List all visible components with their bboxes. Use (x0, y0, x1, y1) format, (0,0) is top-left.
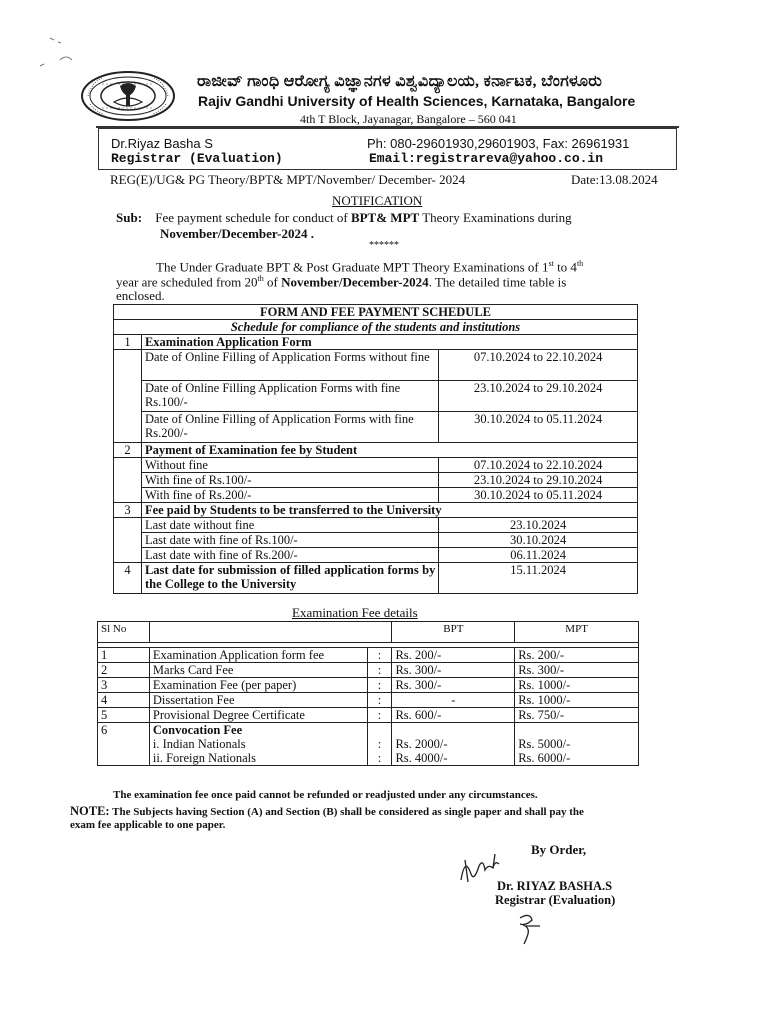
schedule-value: 30.10.2024 to 05.11.2024 (439, 488, 638, 503)
fee-mpt: Rs. 200/- (515, 648, 639, 663)
fee-colon: : (367, 678, 392, 693)
note-text: The Subjects having Section (A) and Section (B) shall be considered as single paper and shall pay the (109, 806, 584, 818)
schedule-label: Last date without fine (141, 518, 438, 533)
body-session: November/December-2024 (281, 274, 429, 290)
fee-item: Marks Card Fee (149, 663, 367, 678)
body-line-3: enclosed. (116, 288, 165, 303)
fee-bpt: Rs. 300/- (392, 678, 515, 693)
fee-item: Examination Fee (per paper) (149, 678, 367, 693)
subject-end: . (307, 226, 315, 241)
convocation-heading: Convocation Fee (152, 723, 243, 737)
fee-sl: 1 (98, 648, 150, 663)
registrar-designation: Registrar (Evaluation) (111, 151, 283, 166)
section-heading: Fee paid by Students to be transferred to the University (141, 503, 637, 518)
subject-bold: BPT& MPT (350, 210, 420, 225)
fee-bpt: Rs. 2000/- (395, 737, 448, 751)
fee-bpt: - (392, 693, 515, 708)
registrar-name: Dr.Riyaz Basha S (111, 136, 213, 151)
fee-bpt: Rs. 300/- (392, 663, 515, 678)
fee-mpt: Rs. 6000/- (518, 751, 571, 765)
fee-mpt: Rs. 750/- (515, 708, 639, 723)
body-text-3: year are scheduled from 20 (116, 274, 258, 290)
header-bpt: BPT (392, 622, 515, 643)
section-heading: Last date for submission of filled application forms by the College to the University (141, 563, 438, 594)
separator-stars: ****** (369, 240, 399, 251)
schedule-value: 23.10.2024 to 29.10.2024 (439, 473, 638, 488)
fee-colon: : (367, 663, 392, 678)
header-sl-no: Sl No (98, 622, 150, 643)
subject-text: Fee payment schedule for conduct of (155, 210, 351, 225)
phone-fax: Ph: 080-29601930,29601903, Fax: 26961931 (367, 136, 630, 151)
note-line-2: exam fee applicable to one paper. (70, 819, 226, 831)
fee-sl: 4 (98, 693, 150, 708)
note-label: NOTE: (70, 804, 110, 818)
schedule-label: With fine of Rs.200/- (141, 488, 438, 503)
body-sup-1: st (548, 259, 554, 268)
signatory-name: Dr. RIYAZ BASHA.S (497, 879, 613, 893)
subject-line-2 (160, 226, 314, 242)
fee-mpt: Rs. 1000/- (515, 678, 639, 693)
fee-sl: 2 (98, 663, 150, 678)
fee-table (97, 621, 639, 766)
body-text-5: . The detailed time table is (428, 274, 567, 290)
schedule-table (113, 304, 638, 594)
body-line-2 (116, 274, 566, 290)
schedule-subtitle: Schedule for compliance of the students and institutions (114, 320, 638, 335)
fee-details-title: Examination Fee details (292, 605, 418, 620)
schedule-value: 07.10.2024 to 22.10.2024 (439, 458, 638, 473)
schedule-label: Without fine (141, 458, 438, 473)
fee-item: Provisional Degree Certificate (149, 708, 367, 723)
university-seal-logo (80, 70, 176, 122)
notification-title: NOTIFICATION (332, 193, 423, 208)
schedule-value: 06.11.2024 (439, 548, 638, 563)
reference-number: REG(E)/UG& PG Theory/BPT& MPT/November/ December- 2024 (110, 172, 466, 187)
fee-mpt: Rs. 5000/- (518, 737, 571, 751)
fee-bpt: Rs. 4000/- (395, 751, 448, 765)
convocation-foreign: ii. Foreign Nationals (152, 751, 257, 765)
initials (508, 910, 548, 946)
schedule-value: 15.11.2024 (439, 563, 638, 594)
schedule-value: 23.10.2024 (439, 518, 638, 533)
section-num: 3 (114, 503, 142, 518)
fee-sl: 3 (98, 678, 150, 693)
schedule-value: 23.10.2024 to 29.10.2024 (439, 381, 638, 412)
fee-colon: : (367, 708, 392, 723)
section-num: 4 (114, 563, 142, 594)
body-sup-2: th (576, 259, 584, 268)
fee-colon: : (377, 751, 382, 765)
body-text-4: of (263, 274, 282, 290)
schedule-label: Date of Online Filling Application Forms with fine Rs.100/- (141, 381, 438, 412)
schedule-title: FORM AND FEE PAYMENT SCHEDULE (114, 305, 638, 320)
body-line-1 (156, 259, 583, 275)
schedule-label: With fine of Rs.100/- (141, 473, 438, 488)
subject-session: November/December-2024 (160, 226, 308, 241)
subject-label: Sub: (116, 210, 143, 225)
email-address: Email:registrareva@yahoo.co.in (369, 151, 604, 166)
schedule-value: 07.10.2024 to 22.10.2024 (439, 350, 638, 381)
subject-line (116, 210, 572, 226)
fee-colon: : (367, 648, 392, 663)
body-sup-3: th (257, 274, 264, 283)
scan-mark (30, 30, 80, 80)
body-text-2: to 4 (553, 259, 577, 275)
by-order: By Order, (531, 842, 587, 857)
convocation-indian: i. Indian Nationals (152, 737, 246, 751)
section-num: 2 (114, 443, 142, 458)
signatory-title: Registrar (Evaluation) (495, 893, 616, 907)
schedule-value: 30.10.2024 (439, 533, 638, 548)
fee-item: Examination Application form fee (149, 648, 367, 663)
section-num: 1 (114, 335, 142, 350)
university-address: 4th T Block, Jayanagar, Bangalore – 560 041 (300, 112, 517, 126)
fee-bpt: Rs. 200/- (392, 648, 515, 663)
schedule-label: Date of Online Filling of Application Forms with fine Rs.200/- (141, 412, 438, 443)
university-name-kannada: ರಾಜೀವ್ ಗಾಂಧಿ ಆರೋಗ್ಯ ವಿಜ್ಞಾನಗಳ ವಿಶ್ವವಿದ್ಯಾಲಯ, ಕರ್ನಾಟಕ, ಬೆಂಗಳೂರು (197, 73, 603, 90)
subject-text-2: Theory Examinations during (419, 210, 572, 225)
fee-item: Dissertation Fee (149, 693, 367, 708)
schedule-label: Date of Online Filling of Application Forms without fine (141, 350, 438, 381)
contact-box (98, 128, 677, 170)
fee-colon: : (377, 737, 382, 751)
fee-colon: : (367, 693, 392, 708)
refund-note: The examination fee once paid cannot be refunded or readjusted under any circumstances. (113, 789, 538, 801)
fee-mpt: Rs. 300/- (515, 663, 639, 678)
fee-mpt: Rs. 1000/- (515, 693, 639, 708)
schedule-label: Last date with fine of Rs.200/- (141, 548, 438, 563)
notification-date: Date:13.08.2024 (571, 172, 658, 187)
schedule-value: 30.10.2024 to 05.11.2024 (439, 412, 638, 443)
section-heading: Examination Application Form (141, 335, 637, 350)
fee-sl: 5 (98, 708, 150, 723)
body-text-1: The Under Graduate BPT & Post Graduate MPT Theory Examinations of 1 (156, 259, 549, 275)
university-name-english: Rajiv Gandhi University of Health Sciences, Karnataka, Bangalore (198, 93, 636, 109)
schedule-label: Last date with fine of Rs.100/- (141, 533, 438, 548)
note-line-1 (70, 804, 584, 819)
section-heading: Payment of Examination fee by Student (141, 443, 637, 458)
header-mpt: MPT (515, 622, 639, 643)
fee-bpt: Rs. 600/- (392, 708, 515, 723)
fee-sl: 6 (98, 723, 150, 766)
